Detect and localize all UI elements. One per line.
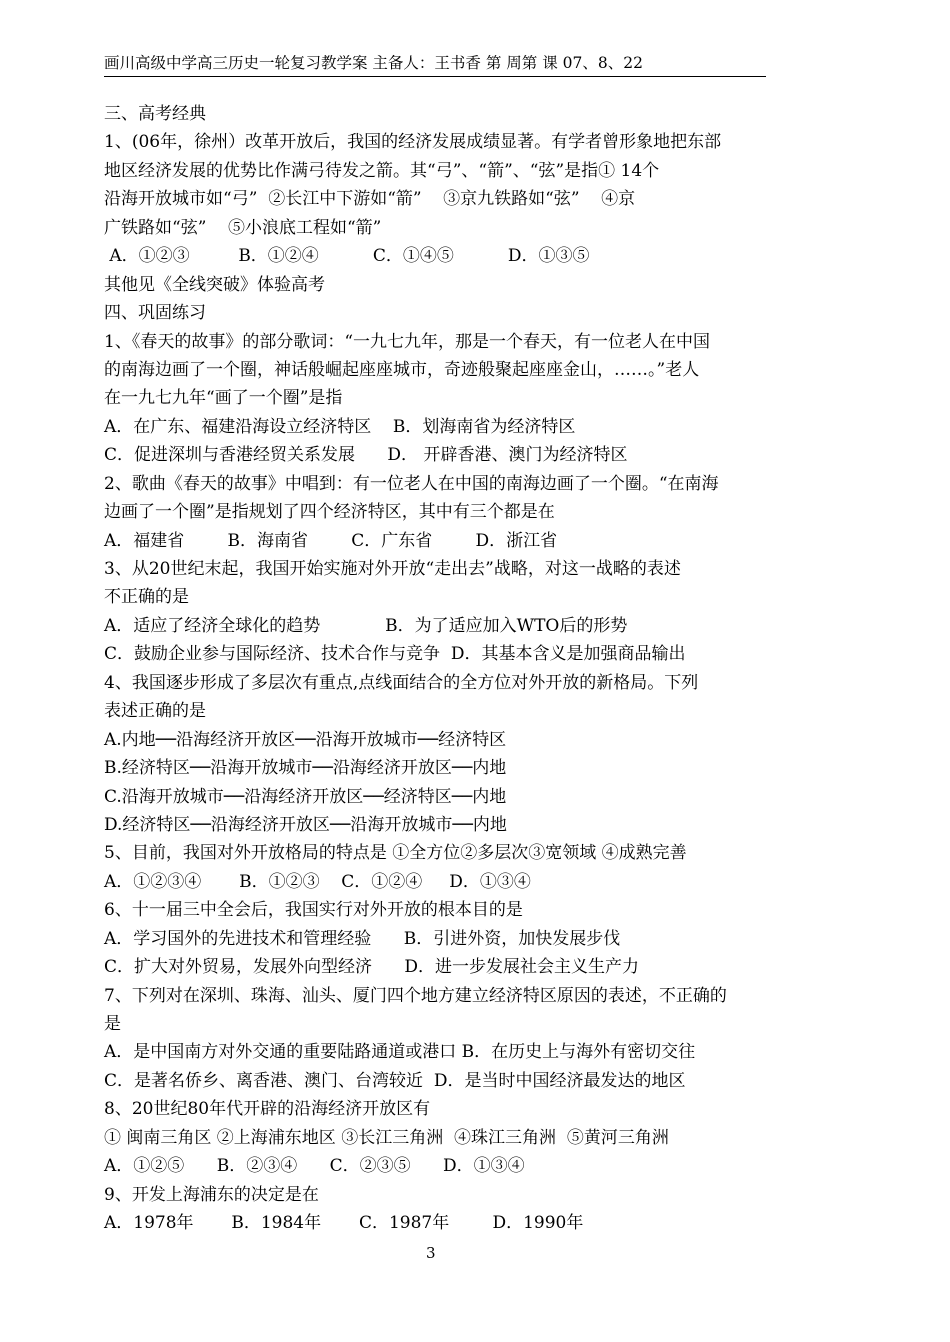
text-line: A．①②⑤ B．②③④ C．②③⑤ D．①③④ (104, 1156, 525, 1177)
page-header: 画川高级中学高三历史一轮复习教学案 主备人：王书香 第 周第 课 07、8、22 (104, 54, 643, 72)
text-line: 地区经济发展的优势比作满弓待发之箭。其“弓”、“箭”、“弦”是指① 14个 (104, 160, 660, 181)
header-divider (104, 76, 766, 77)
text-line: A．在广东、福建沿海设立经济特区 B．划海南省为经济特区 (104, 416, 576, 437)
text-line: 7、下列对在深圳、珠海、汕头、厦门四个地方建立经济特区原因的表述，不正确的 (104, 985, 727, 1006)
page-number: 3 (426, 1244, 436, 1262)
text-line: 是 (104, 1014, 121, 1034)
text-line: 4、我国逐步形成了多层次有重点,点线面结合的全方位对外开放的新格局。下列 (104, 672, 699, 693)
text-line: 的南海边画了一个圈，神话般崛起座座城市，奇迹般聚起座座金山，……。”老人 (104, 359, 700, 380)
text-line: 其他见《全线突破》体验高考 (104, 274, 325, 295)
text-line: A．①②③④ B．①②③ C．①②④ D．①③④ (104, 871, 531, 892)
text-line: A．福建省 B．海南省 C．广东省 D．浙江省 (104, 530, 558, 551)
text-line: 广铁路如“弦” ⑤小浪底工程如“箭” (104, 217, 382, 238)
text-line: 9、开发上海浦东的决定是在 (104, 1184, 319, 1205)
text-line: ① 闽南三角区 ②上海浦东地区 ③长江三角洲 ④珠江三角洲 ⑤黄河三角洲 (104, 1127, 669, 1148)
text-line: C．促进深圳与香港经贸关系发展 D． 开辟香港、澳门为经济特区 (104, 445, 628, 466)
text-line: 边画了一个圈”是指规划了四个经济特区，其中有三个都是在 (104, 502, 555, 523)
text-line: D.经济特区──沿海经济开放区──沿海开放城市──内地 (104, 814, 507, 835)
text-line: B.经济特区──沿海开放城市──沿海经济开放区──内地 (104, 758, 507, 779)
text-line: 2、歌曲《春天的故事》中唱到：有一位老人在中国的南海边画了一个圈。“在南海 (104, 473, 719, 494)
text-line: 沿海开放城市如“弓” ②长江中下游如“箭” ③京九铁路如“弦” ④京 (104, 189, 636, 210)
text-line: C．扩大对外贸易，发展外向型经济 D．进一步发展社会主义生产力 (104, 957, 640, 978)
text-line: 三、高考经典 (104, 104, 206, 124)
text-line: 8、20世纪80年代开辟的沿海经济开放区有 (104, 1099, 431, 1120)
text-line: 四、巩固练习 (104, 303, 206, 324)
text-line: 在一九七九年“画了一个圈”是指 (104, 388, 343, 409)
text-line: A．1978年 B．1984年 C．1987年 D．1990年 (104, 1213, 584, 1234)
text-line: C.沿海开放城市──沿海经济开放区──经济特区──内地 (104, 786, 507, 807)
text-line: 6、十一届三中全会后，我国实行对外开放的根本目的是 (104, 900, 523, 921)
text-line: 表述正确的是 (104, 701, 206, 722)
text-line: C．鼓励企业参与国际经济、技术合作与竞争 D．其基本含义是加强商品输出 (104, 644, 686, 665)
document-body (104, 100, 804, 1238)
text-line: A．是中国南方对外交通的重要陆路通道或港口 B．在历史上与海外有密切交往 (104, 1042, 696, 1063)
text-line: 3、从20世纪末起，我国开始实施对外开放“走出去”战略，对这一战略的表述 (104, 559, 681, 579)
text-line: 1、《春天的故事》的部分歌词：“一九七九年，那是一个春天，有一位老人在中国 (104, 331, 711, 352)
text-line: 不正确的是 (104, 587, 189, 608)
text-line: 5、目前，我国对外开放格局的特点是 ①全方位②多层次③宽领域 ④成熟完善 (104, 843, 687, 864)
text-line: A.内地──沿海经济开放区──沿海开放城市──经济特区 (104, 729, 507, 750)
text-line: A．适应了经济全球化的趋势 B．为了适应加入WTO后的形势 (104, 615, 628, 636)
text-line: A．①②③ B．①②④ C．①④⑤ D．①③⑤ (104, 246, 590, 267)
text-line: 1、(06年，徐州）改革开放后，我国的经济发展成绩显著。有学者曾形象地把东部 (104, 132, 722, 153)
text-line: C．是著名侨乡、离香港、澳门、台湾较近 D．是当时中国经济最发达的地区 (104, 1070, 686, 1091)
text-line: A．学习国外的先进技术和管理经验 B．引进外资，加快发展步伐 (104, 928, 621, 949)
